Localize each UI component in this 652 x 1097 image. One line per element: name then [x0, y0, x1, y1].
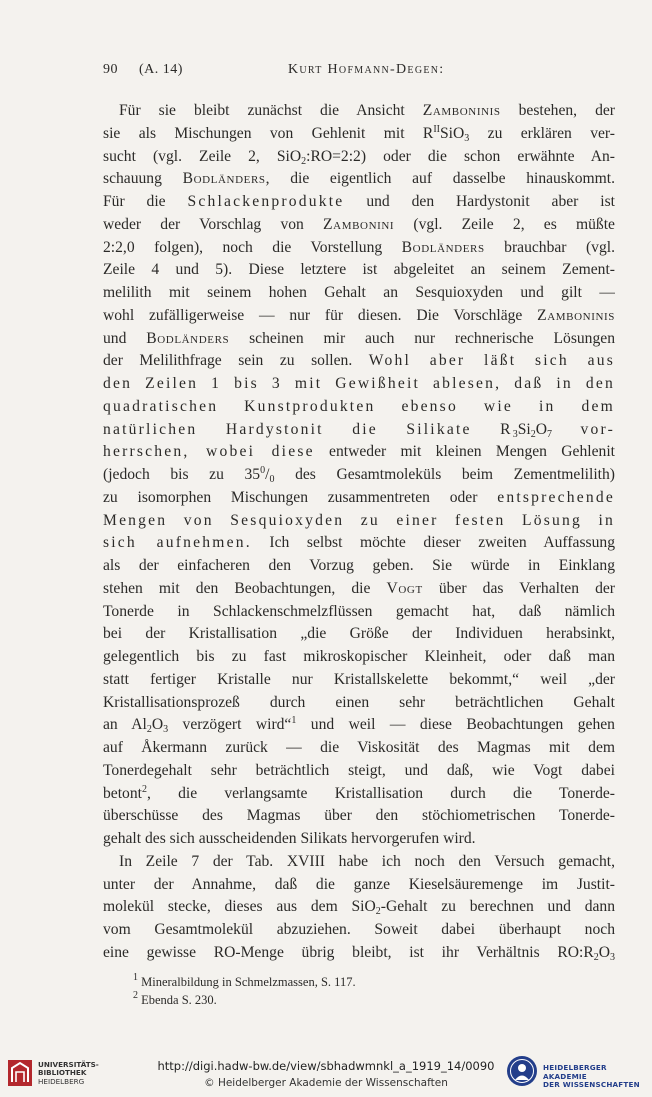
text-line: weder der Vorschlag von Zambonini (vgl. Zeile 2, es müßte	[103, 215, 615, 233]
text-line: Zeile 4 und 5). Diese letztere ist abgeleitet an seinem Zement-	[103, 261, 615, 279]
section-reference: (A. 14)	[139, 62, 183, 77]
text-line: an $Al_2O_3$ verzögert wird“$^1$ und weil — diese Beobachtungen gehen	[103, 715, 615, 736]
text-line: sie als Mischungen von Gehlenit mit $R^{II}SiO_3$ zu erklären ver-	[103, 123, 615, 144]
text-line: molekül stecke, dieses aus dem SiO$_2$-Gehalt zu berechnen und dann	[103, 898, 615, 918]
text-line: sich aufnehmen. Ich selbst möchte dieser zweiten Auffassung	[103, 534, 615, 552]
text-line: Mengen von Sesquioxyden zu einer festen Lösung in	[103, 511, 615, 529]
text-line: Tonerdegehalt sehr beträchtlich steigt, und daß, wie Vogt dabei	[103, 761, 615, 779]
text-line: den Zeilen 1 bis 3 mit Gewißheit ablesen, daß in den	[103, 375, 615, 392]
text-line: statt fertiger Kristalle nur Kristallskelette bekommt,“ weil „der	[103, 670, 615, 688]
text-line: unter der Annahme, daß die ganze Kieselsäuremenge im Justit-	[103, 875, 615, 893]
footnote: $^1$ Mineralbildung in Schmelzmassen, S. 117.	[133, 972, 356, 989]
text-line: quadratischen Kunstprodukten ebenso wie in dem	[103, 397, 615, 415]
text-line: gehalt des sich ausscheidenden Silikats hervorgerufen wird.	[103, 830, 476, 847]
text-line: Kristallisationsprozeß durch einen sehr beträchtlichen Gehalt	[103, 693, 615, 711]
text-line: melilith mit seinem hohen Gehalt an Sesquioxyden und gilt —	[103, 284, 615, 301]
text-line: überschüsse des Magmas über den stöchiometrischen Tonerde-	[103, 807, 615, 825]
text-line: bei der Kristallisation „die Größe der Individuen herabsinkt,	[103, 625, 615, 643]
running-author: Kurt Hofmann-Degen:	[288, 62, 445, 77]
text-line: gelegentlich bis zu fast mikroskopischer Kleinheit, oder daß man	[103, 648, 615, 665]
text-line: Tonerde in Schlackenschmelzflüssen gemacht hat, daß nämlich	[103, 602, 615, 620]
text-line: 2:2,0 folgen), noch die Vorstellung Bodländers brauchbar (vgl.	[103, 238, 615, 256]
text-line: (jedoch bis zu $35^0/_0$ des Gesamtmoleküls beim Zementmelilith)	[103, 465, 615, 485]
text-line: In Zeile 7 der Tab. XVIII habe ich noch den Versuch gemacht,	[119, 852, 615, 870]
academy-label: HEIDELBERGER AKADEMIE DER WISSENSCHAFTEN	[543, 1063, 640, 1090]
page-number: 90	[103, 62, 118, 77]
copyright-notice: © Heidelberger Akademie der Wissenschaften	[204, 1077, 448, 1089]
permalink-url[interactable]: http://digi.hadw-bw.de/view/sbhadwmnkl_a_1919_14/0090	[157, 1059, 495, 1073]
text-line: der Melilithfrage sein zu sollen. Wohl aber läßt sich aus	[103, 352, 615, 370]
text-line: vom Gesamtmolekül abzuziehen. Soweit dabei überhaupt noch	[103, 921, 615, 938]
text-line: herrschen, wobei diese entweder mit kleinen Mengen Gehlenit	[103, 443, 615, 461]
text-line: sucht (vgl. Zeile 2, SiO$_2$:RO=2:2) oder die schon erwähnte An-	[103, 147, 615, 167]
text-line: zu isomorphen Mischungen zusammentreten oder entsprechende	[103, 488, 615, 506]
text-line: Für die Schlackenprodukte und den Hardystonit aber ist	[103, 193, 615, 210]
text-line: Für sie bleibt zunächst die Ansicht Zamboninis bestehen, der	[119, 102, 615, 119]
main-text	[103, 100, 615, 965]
text-line: betont$^2$, die verlangsamte Kristallisation durch die Tonerde-	[103, 783, 615, 802]
university-library-label: UNIVERSITÄTS- BIBLIOTHEK HEIDELBERG	[38, 1060, 99, 1086]
text-line: eine gewisse RO-Menge übrig bleibt, ist ihr Verhältnis $RO:R_2O_3$	[103, 943, 615, 963]
hadw-seal-icon	[506, 1055, 538, 1087]
digitization-footer	[0, 1048, 652, 1097]
text-line: wohl zufälligerweise — nur für diesen. Die Vorschläge Zamboninis	[103, 306, 615, 324]
text-line: auf Åkermann zurück — die Viskosität des Magmas mit dem	[103, 739, 615, 756]
text-line: stehen mit den Beobachtungen, die Vogt über das Verhalten der	[103, 579, 615, 597]
text-line: natürlichen Hardystonit die Silikate $R_3Si_2O_7$ vor-	[103, 420, 615, 440]
text-line: und Bodländers scheinen mir auch nur rechnerische Lösungen	[103, 329, 615, 347]
text-line: als der einfacheren den Vorzug geben. Sie würde in Einklang	[103, 557, 615, 574]
footnote: $^2$ Ebenda S. 230.	[133, 990, 217, 1007]
running-header	[103, 62, 613, 82]
text-line: schauung Bodländers, die eigentlich auf dasselbe hinauskommt.	[103, 170, 615, 188]
